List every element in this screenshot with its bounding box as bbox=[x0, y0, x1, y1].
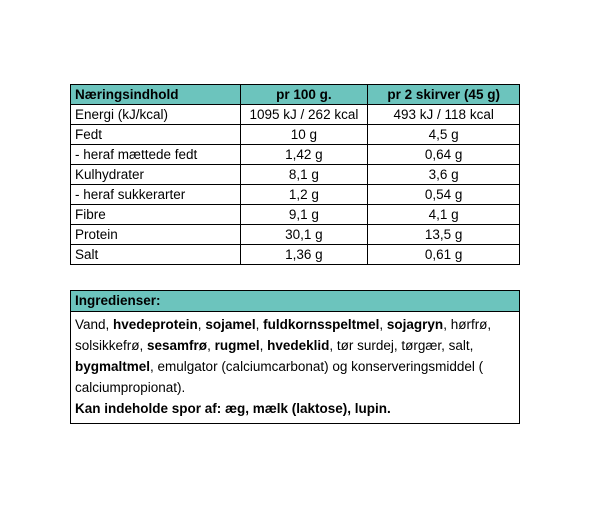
nutrient-name: Fibre bbox=[71, 205, 241, 225]
value-per-100g: 1,36 g bbox=[240, 245, 368, 265]
nutrient-name: Energi (kJ/kcal) bbox=[71, 105, 241, 125]
value-per-serving: 4,1 g bbox=[368, 205, 520, 225]
value-per-100g: 10 g bbox=[240, 125, 368, 145]
ingredient-allergen: sesamfrø bbox=[147, 338, 208, 353]
value-per-serving: 13,5 g bbox=[368, 225, 520, 245]
nutrient-name: Fedt bbox=[71, 125, 241, 145]
ingredient-text: , bbox=[379, 317, 387, 332]
ingredient-allergen: sojagryn bbox=[386, 317, 444, 332]
ingredient-allergen: sojamel bbox=[205, 317, 256, 332]
value-per-100g: 30,1 g bbox=[240, 225, 368, 245]
ingredient-text: , bbox=[207, 338, 215, 353]
table-row bbox=[71, 185, 520, 205]
nutrition-header-row bbox=[71, 85, 520, 105]
ingredients-list bbox=[75, 317, 491, 395]
table-row bbox=[71, 125, 520, 145]
value-per-serving: 4,5 g bbox=[368, 125, 520, 145]
ingredients-title: Ingredienser: bbox=[71, 291, 519, 312]
table-row bbox=[71, 145, 520, 165]
ingredient-allergen: hvedeprotein bbox=[113, 317, 198, 332]
table-row bbox=[71, 225, 520, 245]
nutrient-name: Kulhydrater bbox=[71, 165, 241, 185]
header-per-serving: pr 2 skirver (45 g) bbox=[368, 85, 520, 105]
table-row bbox=[71, 105, 520, 125]
ingredient-text: , emulgator (calciumcarbonat) og konserveringsmiddel ( calciumpropionat). bbox=[75, 359, 484, 395]
ingredient-allergen: bygmaltmel bbox=[75, 359, 151, 374]
table-row bbox=[71, 245, 520, 265]
value-per-100g: 1,2 g bbox=[240, 185, 368, 205]
ingredient-text: , bbox=[197, 317, 206, 332]
value-per-100g: 9,1 g bbox=[240, 205, 368, 225]
value-per-serving: 493 kJ / 118 kcal bbox=[368, 105, 520, 125]
table-row bbox=[71, 165, 520, 185]
value-per-100g: 1095 kJ / 262 kcal bbox=[240, 105, 368, 125]
nutrient-name: Salt bbox=[71, 245, 241, 265]
ingredient-text: , hørfrø, solsikkefrø, bbox=[75, 317, 492, 353]
nutrition-table bbox=[70, 84, 520, 265]
ingredients-box bbox=[70, 290, 520, 424]
ingredient-allergen: hvedeklid bbox=[267, 338, 330, 353]
header-per-100g: pr 100 g. bbox=[240, 85, 368, 105]
ingredient-allergen: fuldkornsspeltmel bbox=[263, 317, 380, 332]
value-per-serving: 0,54 g bbox=[368, 185, 520, 205]
value-per-100g: 1,42 g bbox=[240, 145, 368, 165]
nutrient-name: - heraf sukkerarter bbox=[71, 185, 241, 205]
value-per-serving: 3,6 g bbox=[368, 165, 520, 185]
ingredient-text: , tør surdej, tørgær, salt, bbox=[329, 338, 474, 353]
ingredient-text: , bbox=[259, 338, 268, 353]
nutrient-name: - heraf mættede fedt bbox=[71, 145, 241, 165]
header-nutrient: Næringsindhold bbox=[71, 85, 241, 105]
value-per-serving: 0,61 g bbox=[368, 245, 520, 265]
ingredients-text bbox=[71, 312, 519, 423]
value-per-serving: 0,64 g bbox=[368, 145, 520, 165]
allergen-note: Kan indeholde spor af: æg, mælk (laktose), lupin. bbox=[75, 401, 391, 416]
table-row bbox=[71, 205, 520, 225]
nutrient-name: Protein bbox=[71, 225, 241, 245]
ingredient-text: Vand, bbox=[75, 317, 114, 332]
ingredient-text: , bbox=[255, 317, 264, 332]
ingredient-allergen: rugmel bbox=[214, 338, 260, 353]
value-per-100g: 8,1 g bbox=[240, 165, 368, 185]
